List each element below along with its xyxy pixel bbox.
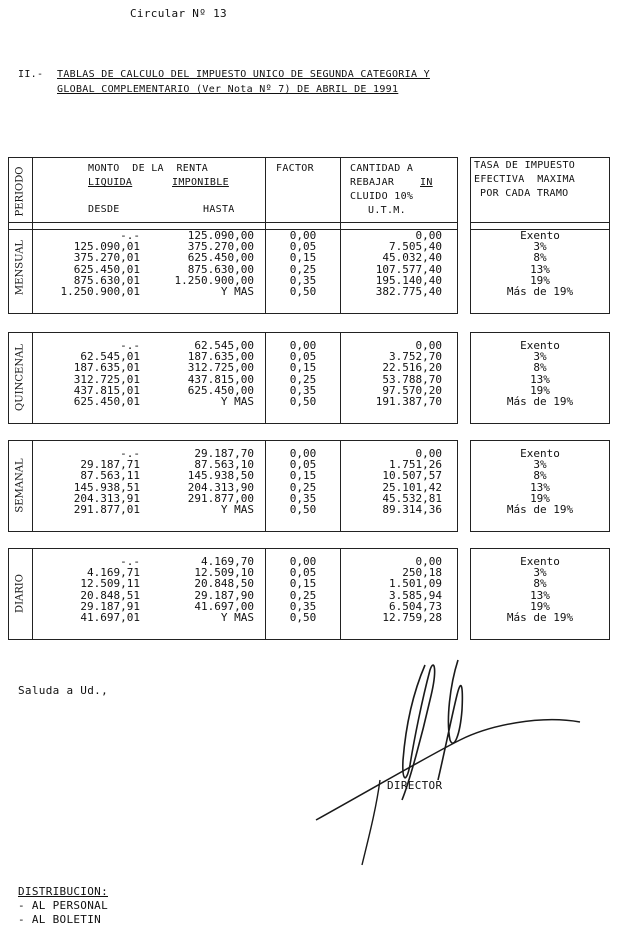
- cell-desde: 291.877,01: [73, 503, 140, 516]
- section-prefix: II.-: [18, 69, 44, 80]
- header-cantidad-line4: U.T.M.: [368, 205, 406, 216]
- header-cantidad-line3: CLUIDO 10%: [350, 191, 414, 202]
- cell-tasa: 8%: [533, 469, 547, 482]
- header-cantidad-rebajar: REBAJAR: [350, 177, 395, 188]
- block-period-label: SEMANAL: [14, 458, 26, 513]
- cell-desde: 187.635,01: [73, 361, 140, 374]
- cell-factor: 0,15: [289, 577, 317, 590]
- cell-hasta: 375.270,00: [187, 240, 254, 253]
- cell-cantidad: 0,00: [415, 555, 442, 568]
- block-period-label: MENSUAL: [14, 239, 26, 296]
- cell-tasa: Exento: [520, 339, 560, 352]
- cell-desde: 29.187,71: [80, 458, 140, 471]
- header-tasa-line2: EFECTIVA MAXIMA: [474, 174, 576, 185]
- cell-hasta: 145.938,50: [187, 469, 254, 482]
- cell-desde: 625.450,01: [73, 263, 140, 276]
- header-cantidad-in: IN: [420, 177, 433, 188]
- cell-tasa: Más de 19%: [506, 611, 574, 624]
- cell-hasta: 12.509,10: [194, 566, 254, 579]
- cell-factor: 0,25: [289, 589, 317, 602]
- cell-desde: 312.725,01: [73, 373, 140, 386]
- cell-hasta: 187.635,00: [187, 350, 254, 363]
- cell-factor: 0,25: [289, 263, 317, 276]
- header-periodo: PERIODO: [14, 166, 26, 217]
- cell-factor: 0,00: [289, 339, 317, 352]
- cell-tasa: Más de 19%: [506, 285, 574, 298]
- cell-tasa: 8%: [533, 577, 547, 590]
- cell-hasta: Y MAS: [220, 611, 254, 624]
- cell-hasta: 875.630,00: [187, 263, 254, 276]
- cell-desde: 1.250.900,01: [60, 285, 140, 298]
- cell-cantidad: 22.516,20: [382, 361, 442, 374]
- director-signature: [310, 640, 590, 880]
- header-monto-line1: MONTO DE LA RENTA: [88, 163, 209, 174]
- header-factor: FACTOR: [276, 163, 314, 174]
- cell-cantidad: 1.751,26: [389, 458, 442, 471]
- cell-hasta: 20.848,50: [194, 577, 254, 590]
- cell-hasta: Y MAS: [220, 285, 254, 298]
- cell-hasta: 125.090,00: [187, 229, 254, 242]
- header-monto-imponible: IMPONIBLE: [172, 177, 229, 188]
- header-hasta: HASTA: [203, 204, 235, 215]
- cell-tasa: Exento: [520, 229, 560, 242]
- header-cantidad-line1: CANTIDAD A: [350, 163, 414, 174]
- cell-hasta: 204.313,90: [187, 481, 254, 494]
- cell-factor: 0,00: [289, 447, 317, 460]
- cell-desde: 12.509,11: [80, 577, 140, 590]
- cell-tasa: 19%: [530, 492, 550, 505]
- cell-cantidad: 1.501,09: [389, 577, 442, 590]
- block-period-label: QUINCENAL: [14, 344, 26, 411]
- cell-factor: 0,35: [289, 384, 317, 397]
- cell-hasta: 625.450,00: [187, 251, 254, 264]
- cell-factor: 0,50: [289, 503, 317, 516]
- cell-factor: 0,15: [289, 361, 317, 374]
- cell-factor: 0,50: [289, 285, 317, 298]
- cell-tasa: 8%: [533, 361, 547, 374]
- cell-tasa: 19%: [530, 384, 550, 397]
- cell-hasta: 312.725,00: [187, 361, 254, 374]
- cell-cantidad: 0,00: [415, 447, 442, 460]
- cell-factor: 0,50: [289, 611, 317, 624]
- header-tasa-line3: POR CADA TRAMO: [480, 188, 569, 199]
- cell-tasa: 8%: [533, 251, 547, 264]
- cell-factor: 0,00: [289, 555, 317, 568]
- cell-factor: 0,05: [289, 458, 317, 471]
- cell-factor: 0,05: [289, 240, 317, 253]
- cell-hasta: 41.697,00: [194, 600, 254, 613]
- cell-desde: 125.090,01: [73, 240, 140, 253]
- closing-saluda: Saluda a Ud.,: [18, 684, 108, 697]
- cell-hasta: 1.250.900,00: [174, 274, 254, 287]
- cell-desde: 41.697,01: [80, 611, 140, 624]
- cell-factor: 0,05: [289, 566, 317, 579]
- cell-factor: 0,05: [289, 350, 317, 363]
- cell-tasa: 3%: [533, 350, 547, 363]
- cell-factor: 0,25: [289, 373, 317, 386]
- cell-hasta: Y MAS: [220, 503, 254, 516]
- cell-factor: 0,35: [289, 274, 317, 287]
- cell-cantidad: 191.387,70: [375, 395, 442, 408]
- cell-hasta: 4.169,70: [201, 555, 254, 568]
- cell-tasa: 19%: [530, 274, 550, 287]
- cell-hasta: 87.563,10: [194, 458, 254, 471]
- cell-cantidad: 107.577,40: [375, 263, 442, 276]
- cell-desde: 625.450,01: [73, 395, 140, 408]
- cell-cantidad: 0,00: [415, 339, 442, 352]
- cell-cantidad: 45.532,81: [382, 492, 442, 505]
- cell-factor: 0,35: [289, 492, 317, 505]
- cell-desde: 62.545,01: [80, 350, 140, 363]
- cell-cantidad: 25.101,42: [382, 481, 442, 494]
- cell-desde: 204.313,91: [73, 492, 140, 505]
- cell-tasa: 3%: [533, 240, 547, 253]
- cell-tasa: Más de 19%: [506, 395, 574, 408]
- cell-tasa: 13%: [530, 481, 550, 494]
- header-monto-liquida: LIQUIDA: [88, 177, 133, 188]
- distribution-item-boletin: - AL BOLETIN: [18, 913, 102, 926]
- cell-desde: 87.563,11: [80, 469, 140, 482]
- cell-tasa: 3%: [533, 566, 547, 579]
- cell-cantidad: 0,00: [415, 229, 442, 242]
- cell-desde: -.-: [120, 229, 140, 242]
- cell-tasa: 19%: [530, 600, 550, 613]
- cell-hasta: 62.545,00: [194, 339, 254, 352]
- cell-cantidad: 89.314,36: [382, 503, 442, 516]
- cell-cantidad: 12.759,28: [382, 611, 442, 624]
- cell-tasa: Exento: [520, 555, 560, 568]
- cell-cantidad: 45.032,40: [382, 251, 442, 264]
- cell-factor: 0,25: [289, 481, 317, 494]
- cell-factor: 0,50: [289, 395, 317, 408]
- cell-cantidad: 97.570,20: [382, 384, 442, 397]
- closing-director: DIRECTOR: [387, 779, 443, 792]
- cell-hasta: 291.877,00: [187, 492, 254, 505]
- cell-tasa: Más de 19%: [506, 503, 574, 516]
- cell-tasa: 13%: [530, 373, 550, 386]
- block-period-label: DIARIO: [14, 574, 26, 613]
- cell-desde: -.-: [120, 339, 140, 352]
- cell-tasa: Exento: [520, 447, 560, 460]
- header-desde: DESDE: [88, 204, 120, 215]
- cell-tasa: 13%: [530, 589, 550, 602]
- distribution-item-personal: - AL PERSONAL: [18, 899, 108, 912]
- circular-number: Circular Nº 13: [130, 7, 227, 20]
- cell-cantidad: 10.507,57: [382, 469, 442, 482]
- section-title-line2: GLOBAL COMPLEMENTARIO (Ver Nota Nº 7) DE ABRIL DE 1991: [57, 84, 399, 95]
- cell-factor: 0,15: [289, 469, 317, 482]
- cell-desde: 875.630,01: [73, 274, 140, 287]
- cell-tasa: 3%: [533, 458, 547, 471]
- cell-factor: 0,00: [289, 229, 317, 242]
- header-tasa-line1: TASA DE IMPUESTO: [474, 160, 576, 171]
- cell-cantidad: 3.752,70: [389, 350, 442, 363]
- cell-cantidad: 250,18: [402, 566, 442, 579]
- cell-desde: 29.187,91: [80, 600, 140, 613]
- cell-hasta: 29.187,90: [194, 589, 254, 602]
- cell-hasta: 625.450,00: [187, 384, 254, 397]
- section-title-line1: TABLAS DE CALCULO DEL IMPUESTO UNICO DE SEGUNDA CATEGORIA Y: [57, 69, 430, 80]
- cell-desde: 20.848,51: [80, 589, 140, 602]
- cell-cantidad: 195.140,40: [375, 274, 442, 287]
- cell-hasta: 437.815,00: [187, 373, 254, 386]
- cell-factor: 0,15: [289, 251, 317, 264]
- cell-desde: -.-: [120, 447, 140, 460]
- cell-hasta: 29.187,70: [194, 447, 254, 460]
- cell-desde: 4.169,71: [87, 566, 140, 579]
- cell-desde: 145.938,51: [73, 481, 140, 494]
- cell-factor: 0,35: [289, 600, 317, 613]
- cell-desde: 375.270,01: [73, 251, 140, 264]
- distribution-title: DISTRIBUCION:: [18, 885, 108, 898]
- cell-cantidad: 382.775,40: [375, 285, 442, 298]
- cell-cantidad: 53.788,70: [382, 373, 442, 386]
- cell-hasta: Y MAS: [220, 395, 254, 408]
- cell-desde: -.-: [120, 555, 140, 568]
- cell-cantidad: 7.505,40: [389, 240, 442, 253]
- cell-desde: 437.815,01: [73, 384, 140, 397]
- cell-cantidad: 3.585,94: [389, 589, 442, 602]
- cell-tasa: 13%: [530, 263, 550, 276]
- cell-cantidad: 6.504,73: [389, 600, 442, 613]
